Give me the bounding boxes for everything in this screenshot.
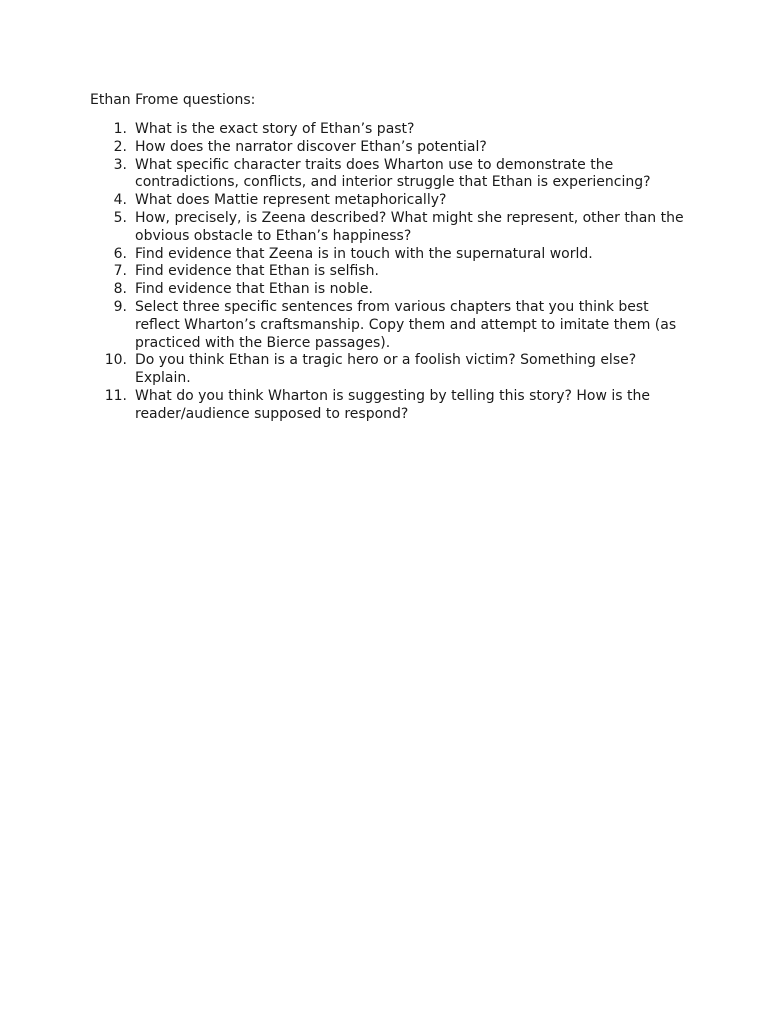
question-text: Do you think Ethan is a tragic hero or a foolish victim? Something else? Explain. xyxy=(135,352,637,387)
question-item xyxy=(90,210,690,246)
question-text: Find evidence that Ethan is noble. xyxy=(135,281,373,298)
question-number: 8. xyxy=(113,281,127,298)
question-number: 11. xyxy=(104,387,127,404)
question-number: 5. xyxy=(113,209,127,226)
question-text: How does the narrator discover Ethan’s potential? xyxy=(135,138,487,155)
question-item xyxy=(90,246,690,264)
question-item xyxy=(90,352,690,388)
question-item xyxy=(90,263,690,281)
question-item xyxy=(90,388,690,424)
question-item xyxy=(90,299,690,352)
question-number: 2. xyxy=(113,138,127,155)
question-item xyxy=(90,121,690,139)
question-text: What do you think Wharton is suggesting by telling this story? How is the reader/audience supposed to respond? xyxy=(135,387,650,422)
question-text: What is the exact story of Ethan’s past? xyxy=(135,121,415,137)
question-text: What does Mattie represent metaphorically? xyxy=(135,192,447,209)
question-list xyxy=(90,121,690,424)
question-text: Find evidence that Ethan is selfish. xyxy=(135,263,379,280)
question-text: Find evidence that Zeena is in touch with the supernatural world. xyxy=(135,245,593,262)
question-item xyxy=(90,157,690,193)
question-item xyxy=(90,192,690,210)
question-number: 3. xyxy=(113,156,127,173)
question-text: What specific character traits does Wharton use to demonstrate the contradictions, conflicts, and interior struggle that Ethan is experiencing? xyxy=(135,156,651,191)
question-text: Select three specific sentences from various chapters that you think best reflect Wharton’s craftsmanship. Copy them and attempt to imitate them (as practiced with the Bierce passages). xyxy=(135,298,677,351)
question-number: 10. xyxy=(104,352,127,369)
question-number: 6. xyxy=(113,245,127,262)
question-item xyxy=(90,281,690,299)
question-number: 7. xyxy=(113,263,127,280)
question-number: 4. xyxy=(113,192,127,209)
question-number: 9. xyxy=(113,298,127,315)
question-number: 1. xyxy=(113,121,127,137)
question-item xyxy=(90,139,690,157)
document-heading: Ethan Frome questions: xyxy=(90,92,256,108)
question-text: How, precisely, is Zeena described? What might she represent, other than the obvious obstacle to Ethan’s happiness? xyxy=(135,209,684,244)
